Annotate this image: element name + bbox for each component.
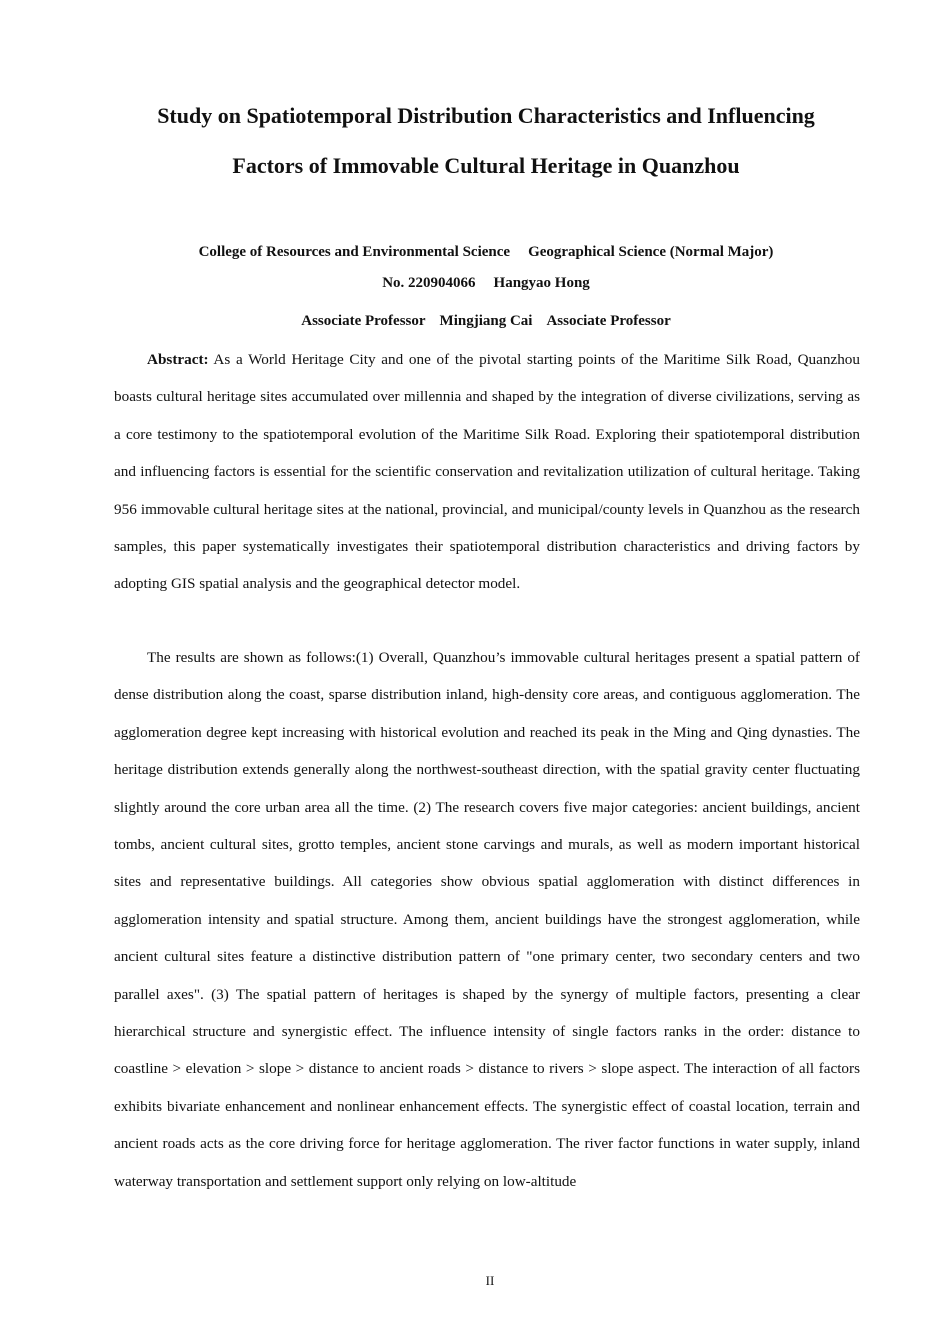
abstract-label: Abstract: xyxy=(147,351,209,368)
abstract-paragraph-1-text: As a World Heritage City and one of the pivotal starting points of the Maritime Silk Road, Quanzhou boasts cultural heritage sites accumulated over millennia and shaped by the integration of diverse civilizations, serving as a core testimony to the spatiotemporal evolution of the Maritime Silk Road. Exploring their spatiotemporal distribution and influencing factors is essential for the scientific conservation and revitalization utilization of cultural heritage. Taking 956 immovable cultural heritage sites at the national, provincial, and municipal/county levels in Quanzhou as the research samples, this paper systematically investigates their spatiotemporal distribution characteristics and driving factors by adopting GIS spatial analysis and the geographical detector model. xyxy=(114,351,860,593)
student-number: No. 220904066 xyxy=(382,275,476,291)
paper-title-line-1: Study on Spatiotemporal Distribution Characteristics and Influencing xyxy=(157,103,815,128)
abstract-paragraph-1 xyxy=(114,341,860,603)
advisor-title: Associate Professor xyxy=(301,313,426,329)
student-name: Hangyao Hong xyxy=(493,275,590,291)
college-name: College of Resources and Environmental Science xyxy=(198,244,511,260)
advisor-line xyxy=(60,312,912,330)
advisor-name: Mingjiang Cai xyxy=(439,313,533,329)
paper-title-line-2: Factors of Immovable Cultural Heritage in Quanzhou xyxy=(232,153,740,178)
major-name: Geographical Science (Normal Major) xyxy=(528,244,774,260)
affiliation-line xyxy=(60,243,912,261)
abstract-paragraph-2: The results are shown as follows:(1) Overall, Quanzhou’s immovable cultural heritages present a spatial pattern of dense distribution along the coast, sparse distribution inland, high-density core areas, and contiguous agglomeration. The agglomeration degree kept increasing with historical evolution and reached its peak in the Ming and Qing dynasties. The heritage distribution extends generally along the northwest-southeast direction, with the spatial gravity center fluctuating slightly around the core urban area all the time. (2) The research covers five major categories: ancient buildings, ancient tombs, ancient cultural sites, grotto temples, ancient stone carvings and murals, as well as modern important historical sites and representative buildings. All categories show obvious spatial agglomeration with distinct differences in agglomeration intensity and spatial structure. Among them, ancient buildings have the strongest agglomeration, while ancient cultural sites feature a distinctive distribution pattern of "one primary center, two secondary centers and two parallel axes". (3) The spatial pattern of heritages is shaped by the synergy of multiple factors, presenting a clear hierarchical structure and synergistic effect. The influence intensity of single factors ranks in the order: distance to coastline > elevation > slope > distance to ancient roads > distance to rivers > slope aspect. The interaction of all factors exhibits bivariate enhancement and nonlinear enhancement effects. The synergistic effect of coastal location, terrain and ancient roads acts as the core driving force for heritage agglomeration. The river factor functions in water supply, inland waterway transportation and settlement support only relying on low-altitude xyxy=(114,649,860,1190)
advisor-title-2: Associate Professor xyxy=(546,313,671,329)
page-number: II xyxy=(485,1273,495,1288)
student-line xyxy=(60,274,912,292)
